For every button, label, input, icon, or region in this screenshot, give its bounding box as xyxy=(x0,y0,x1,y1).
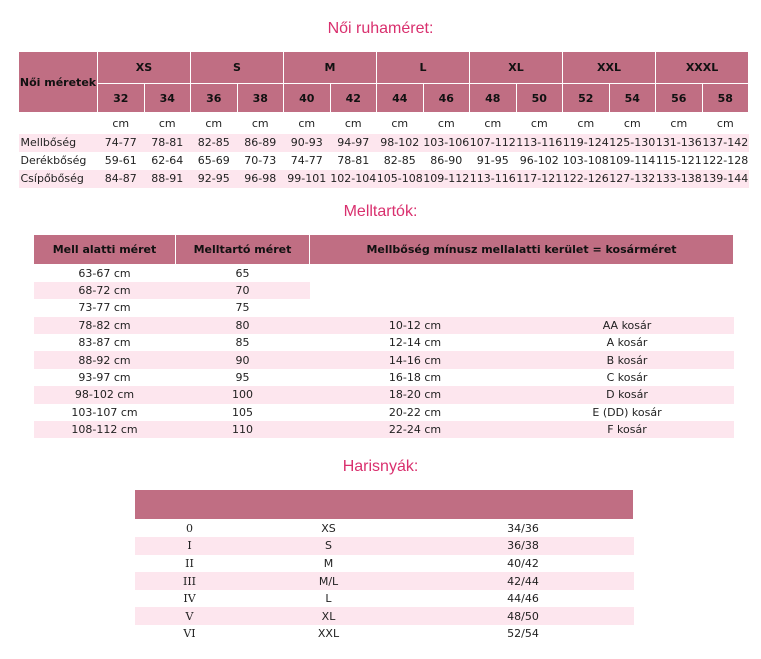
measure-value: 74-77 xyxy=(284,152,331,170)
measure-value: 84-87 xyxy=(98,170,145,188)
eu-size: 34/36 xyxy=(413,520,634,538)
cup-value: D kosár xyxy=(521,386,734,403)
unit-cell: cm xyxy=(205,116,223,130)
size-header: L xyxy=(377,52,470,84)
table-row xyxy=(34,299,734,316)
letter-size: L xyxy=(245,590,413,608)
table-row xyxy=(34,386,734,403)
roman-size: VI xyxy=(135,625,245,643)
underbust-value: 93-97 cm xyxy=(34,369,176,386)
measure-value: 109-112 xyxy=(423,170,470,188)
letter-size: M/L xyxy=(245,572,413,590)
measure-value: 82-85 xyxy=(377,152,424,170)
difference-value: 22-24 cm xyxy=(310,421,521,438)
measure-value: 78-81 xyxy=(330,152,377,170)
size-number: 42 xyxy=(330,84,377,113)
eu-size: 40/42 xyxy=(413,555,634,573)
measure-value: 139-144 xyxy=(702,170,749,188)
table-row xyxy=(135,520,634,538)
letter-size: XS xyxy=(245,520,413,538)
measure-value: 122-128 xyxy=(702,152,749,170)
measure-value: 96-102 xyxy=(516,152,563,170)
measure-value: 103-106 xyxy=(423,134,470,152)
table-row xyxy=(34,265,734,282)
size-number: 58 xyxy=(702,84,749,113)
measure-label: Mellbőség xyxy=(19,134,98,152)
table-row xyxy=(135,555,634,573)
unit-cell: cm xyxy=(112,116,130,130)
measure-value: 127-132 xyxy=(609,170,656,188)
bra-size-value: 65 xyxy=(176,265,310,282)
size-number-row xyxy=(19,84,749,113)
cup-value: A kosár xyxy=(521,334,734,351)
unit-cell: cm xyxy=(158,116,176,130)
measure-value: 96-98 xyxy=(237,170,284,188)
measure-value: 90-93 xyxy=(284,134,331,152)
roman-size: V xyxy=(135,607,245,625)
measure-value: 113-116 xyxy=(516,134,563,152)
bra-size-value: 80 xyxy=(176,317,310,334)
eu-size: 52/54 xyxy=(413,625,634,643)
unit-cell: cm xyxy=(251,116,269,130)
table-row xyxy=(135,625,634,643)
measure-value: 105-108 xyxy=(377,170,424,188)
eu-size: 48/50 xyxy=(413,607,634,625)
letter-size: S xyxy=(245,537,413,555)
measure-value: 109-114 xyxy=(609,152,656,170)
measure-value: 113-116 xyxy=(470,170,517,188)
measure-value: 91-95 xyxy=(470,152,517,170)
size-number: 44 xyxy=(377,84,424,113)
corner-label: Női méretek xyxy=(19,52,98,113)
bra-size-value: 90 xyxy=(176,351,310,368)
unit-row xyxy=(19,113,749,134)
measure-value: 122-126 xyxy=(563,170,610,188)
unit-cell: cm xyxy=(484,116,502,130)
bra-size-value: 75 xyxy=(176,299,310,316)
measure-value: 117-121 xyxy=(516,170,563,188)
table-row xyxy=(34,282,734,299)
underbust-value: 98-102 cm xyxy=(34,386,176,403)
measure-value: 82-85 xyxy=(191,134,238,152)
unit-cell: cm xyxy=(716,116,734,130)
size-header: XXL xyxy=(563,52,656,84)
table-row xyxy=(135,607,634,625)
unit-cell: cm xyxy=(344,116,362,130)
unit-cell: cm xyxy=(670,116,688,130)
measure-value: 78-81 xyxy=(144,134,191,152)
table-row xyxy=(34,404,734,421)
size-header: M xyxy=(284,52,377,84)
table-row xyxy=(135,590,634,608)
size-number: 46 xyxy=(423,84,470,113)
table-row xyxy=(34,334,734,351)
unit-cell: cm xyxy=(391,116,409,130)
unit-cell: cm xyxy=(577,116,595,130)
eu-size: 42/44 xyxy=(413,572,634,590)
size-header: XL xyxy=(470,52,563,84)
measure-value: 98-102 xyxy=(377,134,424,152)
measure-value: 86-89 xyxy=(237,134,284,152)
measure-value: 125-130 xyxy=(609,134,656,152)
unit-cell: cm xyxy=(623,116,641,130)
size-number: 34 xyxy=(144,84,191,113)
letter-size: XXL xyxy=(245,625,413,643)
underbust-value: 78-82 cm xyxy=(34,317,176,334)
underbust-value: 108-112 cm xyxy=(34,421,176,438)
size-number: 54 xyxy=(609,84,656,113)
underbust-value: 88-92 cm xyxy=(34,351,176,368)
size-header: S xyxy=(191,52,284,84)
size-letter-row xyxy=(19,52,749,84)
bra-size-table xyxy=(33,234,734,438)
measure-value: 99-101 xyxy=(284,170,331,188)
clothing-size-table xyxy=(18,51,749,188)
difference-value: 16-18 cm xyxy=(310,369,521,386)
col-bra-size: Melltartó méret xyxy=(176,235,310,265)
measure-value: 59-61 xyxy=(98,152,145,170)
measure-value: 115-121 xyxy=(656,152,703,170)
letter-size: M xyxy=(245,555,413,573)
underbust-value: 103-107 cm xyxy=(34,404,176,421)
size-number: 48 xyxy=(470,84,517,113)
measure-value: 94-97 xyxy=(330,134,377,152)
table-row xyxy=(135,572,634,590)
measure-value: 119-124 xyxy=(563,134,610,152)
size-number: 52 xyxy=(563,84,610,113)
eu-size: 44/46 xyxy=(413,590,634,608)
difference-value: 20-22 cm xyxy=(310,404,521,421)
hosiery-size-table xyxy=(134,489,634,643)
difference-value: 10-12 cm xyxy=(310,317,521,334)
size-number: 50 xyxy=(516,84,563,113)
measure-value: 62-64 xyxy=(144,152,191,170)
unit-cell: cm xyxy=(530,116,548,130)
measure-value: 103-108 xyxy=(563,152,610,170)
size-header: XXXL xyxy=(656,52,749,84)
measure-value: 86-90 xyxy=(423,152,470,170)
clothing-size-title: Női ruhaméret: xyxy=(327,20,434,37)
measure-value: 102-104 xyxy=(330,170,377,188)
underbust-value: 68-72 cm xyxy=(34,282,176,299)
bra-size-value: 85 xyxy=(176,334,310,351)
difference-value: 12-14 cm xyxy=(310,334,521,351)
measure-value: 107-112 xyxy=(470,134,517,152)
cup-value: C kosár xyxy=(521,369,734,386)
bra-size-value: 110 xyxy=(176,421,310,438)
cup-value: E (DD) kosár xyxy=(521,404,734,421)
difference-value: 18-20 cm xyxy=(310,386,521,403)
table-row xyxy=(34,421,734,438)
table-row xyxy=(34,317,734,334)
table-row xyxy=(34,369,734,386)
bra-size-value: 100 xyxy=(176,386,310,403)
cup-value: AA kosár xyxy=(521,317,734,334)
roman-size: IV xyxy=(135,590,245,608)
difference-value: 14-16 cm xyxy=(310,351,521,368)
measure-label: Derékbőség xyxy=(19,152,98,170)
col-underbust: Mell alatti méret xyxy=(34,235,176,265)
bra-size-title: Melltartók: xyxy=(343,203,418,220)
size-number: 40 xyxy=(284,84,331,113)
measure-value: 137-142 xyxy=(702,134,749,152)
roman-size: II xyxy=(135,555,245,573)
cup-value: F kosár xyxy=(521,421,734,438)
letter-size: XL xyxy=(245,607,413,625)
measure-value: 74-77 xyxy=(98,134,145,152)
hosiery-size-title: Harisnyák: xyxy=(342,458,419,475)
table-row xyxy=(34,351,734,368)
unit-cell: cm xyxy=(437,116,455,130)
bra-size-value: 105 xyxy=(176,404,310,421)
measure-value: 92-95 xyxy=(191,170,238,188)
table-row xyxy=(19,152,749,170)
size-number: 36 xyxy=(191,84,238,113)
size-number: 38 xyxy=(237,84,284,113)
underbust-value: 63-67 cm xyxy=(34,265,176,282)
table-row xyxy=(19,170,749,188)
roman-size: I xyxy=(135,537,245,555)
table-row xyxy=(135,537,634,555)
bra-size-value: 95 xyxy=(176,369,310,386)
underbust-value: 73-77 cm xyxy=(34,299,176,316)
unit-cell: cm xyxy=(298,116,316,130)
size-number: 56 xyxy=(656,84,703,113)
bra-size-value: 70 xyxy=(176,282,310,299)
col-formula: Mellbőség mínusz mellalatti kerület = kosárméret xyxy=(310,235,734,265)
measure-value: 88-91 xyxy=(144,170,191,188)
eu-size: 36/38 xyxy=(413,537,634,555)
hosiery-header-bar xyxy=(135,490,634,520)
measure-value: 131-136 xyxy=(656,134,703,152)
size-number: 32 xyxy=(98,84,145,113)
underbust-value: 83-87 cm xyxy=(34,334,176,351)
measure-value: 65-69 xyxy=(191,152,238,170)
size-header: XS xyxy=(98,52,191,84)
measure-value: 70-73 xyxy=(237,152,284,170)
measure-value: 133-138 xyxy=(656,170,703,188)
roman-size: 0 xyxy=(135,520,245,538)
table-row xyxy=(19,134,749,152)
cup-value: B kosár xyxy=(521,351,734,368)
measure-label: Csípőbőség xyxy=(19,170,98,188)
roman-size: III xyxy=(135,572,245,590)
